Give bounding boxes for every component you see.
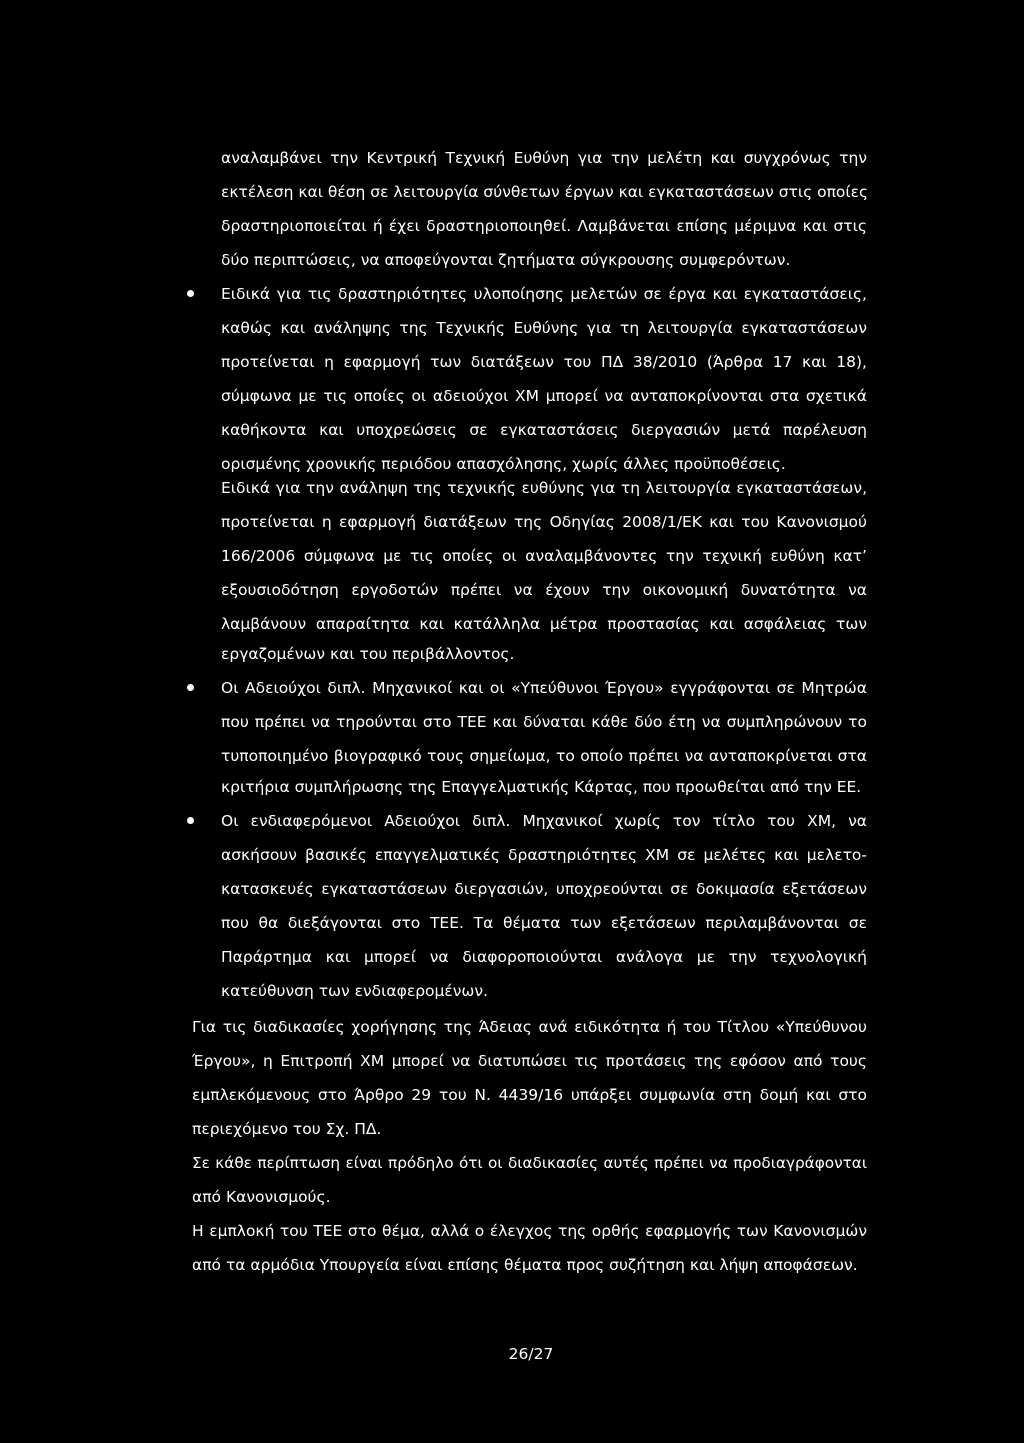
text-line — [0, 313, 1024, 343]
text-line — [0, 279, 1024, 309]
text-line-content: σύμφωνα με τις οποίες οι αδειούχοι ΧΜ μπορεί να ανταποκρίνονται στα σχετικά — [221, 387, 867, 405]
text-line — [0, 673, 1024, 703]
text-line — [0, 707, 1024, 737]
text-line — [0, 347, 1024, 377]
text-line-content: από Κανονισμούς. — [192, 1188, 331, 1206]
text-line — [0, 1148, 1024, 1178]
text-line-content: προτείνεται η εφαρμογή των διατάξεων του ΠΔ 38/2010 (Άρθρα 17 και 18), — [221, 353, 867, 371]
text-line — [0, 772, 1024, 802]
text-line-content: Έργου», η Επιτροπή ΧΜ μπορεί να διατυπώσει τις προτάσεις της εφόσον από τους — [192, 1052, 867, 1070]
text-line — [0, 741, 1024, 771]
text-line — [0, 942, 1024, 972]
text-line-content: ορισμένης χρονικής περιόδου απασχόλησης, χωρίς άλλες προϋποθέσεις. — [221, 455, 786, 473]
text-line-content: Ειδικά για τις δραστηριότητες υλοποίησης μελετών σε έργα και εγκαταστάσεις, — [221, 285, 867, 303]
text-line-content: Οι ενδιαφερόμενοι Αδειούχοι διπλ. Μηχανικοί χωρίς τον τίτλο του ΧΜ, να — [221, 812, 867, 830]
text-line-content: που πρέπει να τηρούνται στο ΤΕΕ και δύναται κάθε δύο έτη να συμπληρώνουν το — [221, 713, 867, 731]
text-line-content: που θα διεξάγονται στο ΤΕΕ. Τα θέματα των εξετάσεων περιλαμβάνονται σε — [221, 914, 867, 932]
text-line-content: Σε κάθε περίπτωση είναι πρόδηλο ότι οι διαδικασίες αυτές πρέπει να προδιαγράφονται — [192, 1154, 867, 1172]
text-line — [0, 1012, 1024, 1042]
text-line — [0, 415, 1024, 445]
text-line — [0, 806, 1024, 836]
text-line — [0, 1182, 1024, 1212]
page-number: 26/27 — [508, 1345, 554, 1363]
text-line — [0, 575, 1024, 605]
text-line — [0, 211, 1024, 241]
text-line-content: περιεχόμενο του Σχ. ΠΔ. — [192, 1120, 382, 1138]
text-line — [0, 473, 1024, 503]
text-line — [0, 1080, 1024, 1110]
text-line — [0, 541, 1024, 571]
text-line-content: λαμβάνουν απαραίτητα και κατάλληλα μέτρα προστασίας και ασφάλειας των — [221, 615, 867, 633]
text-line-content: αναλαμβάνει την Κεντρική Τεχνική Ευθύνη για την μελέτη και συγχρόνως την — [221, 149, 867, 167]
text-line — [0, 507, 1024, 537]
text-line-content: καθήκοντα και υποχρεώσεις σε εγκαταστάσεις διεργασιών μετά παρέλευση — [221, 421, 867, 439]
text-line-content: Για τις διαδικασίες χορήγησης της Άδειας ανά ειδικότητα ή του Τίτλου «Υπεύθυνου — [192, 1018, 867, 1036]
text-line-content: 166/2006 σύμφωνα με τις οποίες οι αναλαμβάνοντες την τεχνική ευθύνη κατ’ — [221, 547, 867, 565]
text-line-content: εμπλεκόμενους στο Άρθρο 29 του Ν. 4439/16 υπάρξει συμφωνία στη δομή και στο — [192, 1086, 867, 1104]
text-line — [0, 840, 1024, 870]
text-line-content: εξουσιοδότηση εργοδοτών πρέπει να έχουν την οικονομική δυνατότητα να — [221, 581, 867, 599]
text-line — [0, 1114, 1024, 1144]
text-line-content: εργαζομένων και του περιβάλλοντος. — [221, 645, 515, 663]
text-line-content: εκτέλεση και θέση σε λειτουργία σύνθετων έργων και εγκαταστάσεων στις οποίες — [221, 183, 869, 201]
text-line — [0, 874, 1024, 904]
text-line-content: προτείνεται η εφαρμογή διατάξεων της Οδηγίας 2008/1/ΕΚ και του Κανονισμού — [221, 513, 867, 531]
text-line-content: δύο περιπτώσεις, να αποφεύγονται ζητήματα σύγκρουσης συμφερόντων. — [221, 251, 791, 269]
text-line — [0, 639, 1024, 669]
text-line-content: Ειδικά για την ανάληψη της τεχνικής ευθύνης για τη λειτουργία εγκαταστάσεων, — [221, 479, 867, 497]
text-line-content: Η εμπλοκή του ΤΕΕ στο θέμα, αλλά ο έλεγχος της ορθής εφαρμογής των Κανονισμών — [192, 1222, 867, 1240]
text-line-content: καθώς και ανάληψης της Τεχνικής Ευθύνης για τη λειτουργία εγκαταστάσεων — [221, 319, 867, 337]
text-line — [0, 143, 1024, 173]
text-line — [0, 1216, 1024, 1246]
text-line-content: Οι Αδειούχοι διπλ. Μηχανικοί και οι «Υπεύθυνοι Έργου» εγγράφονται σε Μητρώα — [221, 679, 867, 697]
text-line — [0, 908, 1024, 938]
text-line-content: κριτήρια συμπλήρωσης της Επαγγελματικής Κάρτας, που προωθείται από την ΕΕ. — [221, 778, 862, 796]
text-line — [0, 609, 1024, 639]
text-line-content: από τα αρμόδια Υπουργεία είναι επίσης θέματα προς συζήτηση και λήψη αποφάσεων. — [192, 1256, 858, 1274]
text-line-content: κατεύθυνση των ενδιαφερομένων. — [221, 982, 488, 1000]
text-line — [0, 1250, 1024, 1280]
text-line — [0, 381, 1024, 411]
text-line-content: ασκήσουν βασικές επαγγελματικές δραστηριότητες ΧΜ σε μελέτες και μελετο- — [221, 846, 867, 864]
text-line-content: Παράρτημα και μπορεί να διαφοροποιούνται ανάλογα με την τεχνολογική — [221, 948, 867, 966]
text-line-content: δραστηριοποιείται ή έχει δραστηριοποιηθεί. Λαμβάνεται επίσης μέριμνα και στις — [221, 217, 867, 235]
text-line-content: τυποποιημένο βιογραφικό τους σημείωμα, το οποίο πρέπει να ανταποκρίνεται στα — [221, 747, 867, 765]
text-line — [0, 177, 1024, 207]
text-line — [0, 976, 1024, 1006]
text-line — [0, 245, 1024, 275]
text-line — [0, 1046, 1024, 1076]
text-line-content: κατασκευές εγκαταστάσεων διεργασιών, υποχρεούνται σε δοκιμασία εξετάσεων — [221, 880, 867, 898]
